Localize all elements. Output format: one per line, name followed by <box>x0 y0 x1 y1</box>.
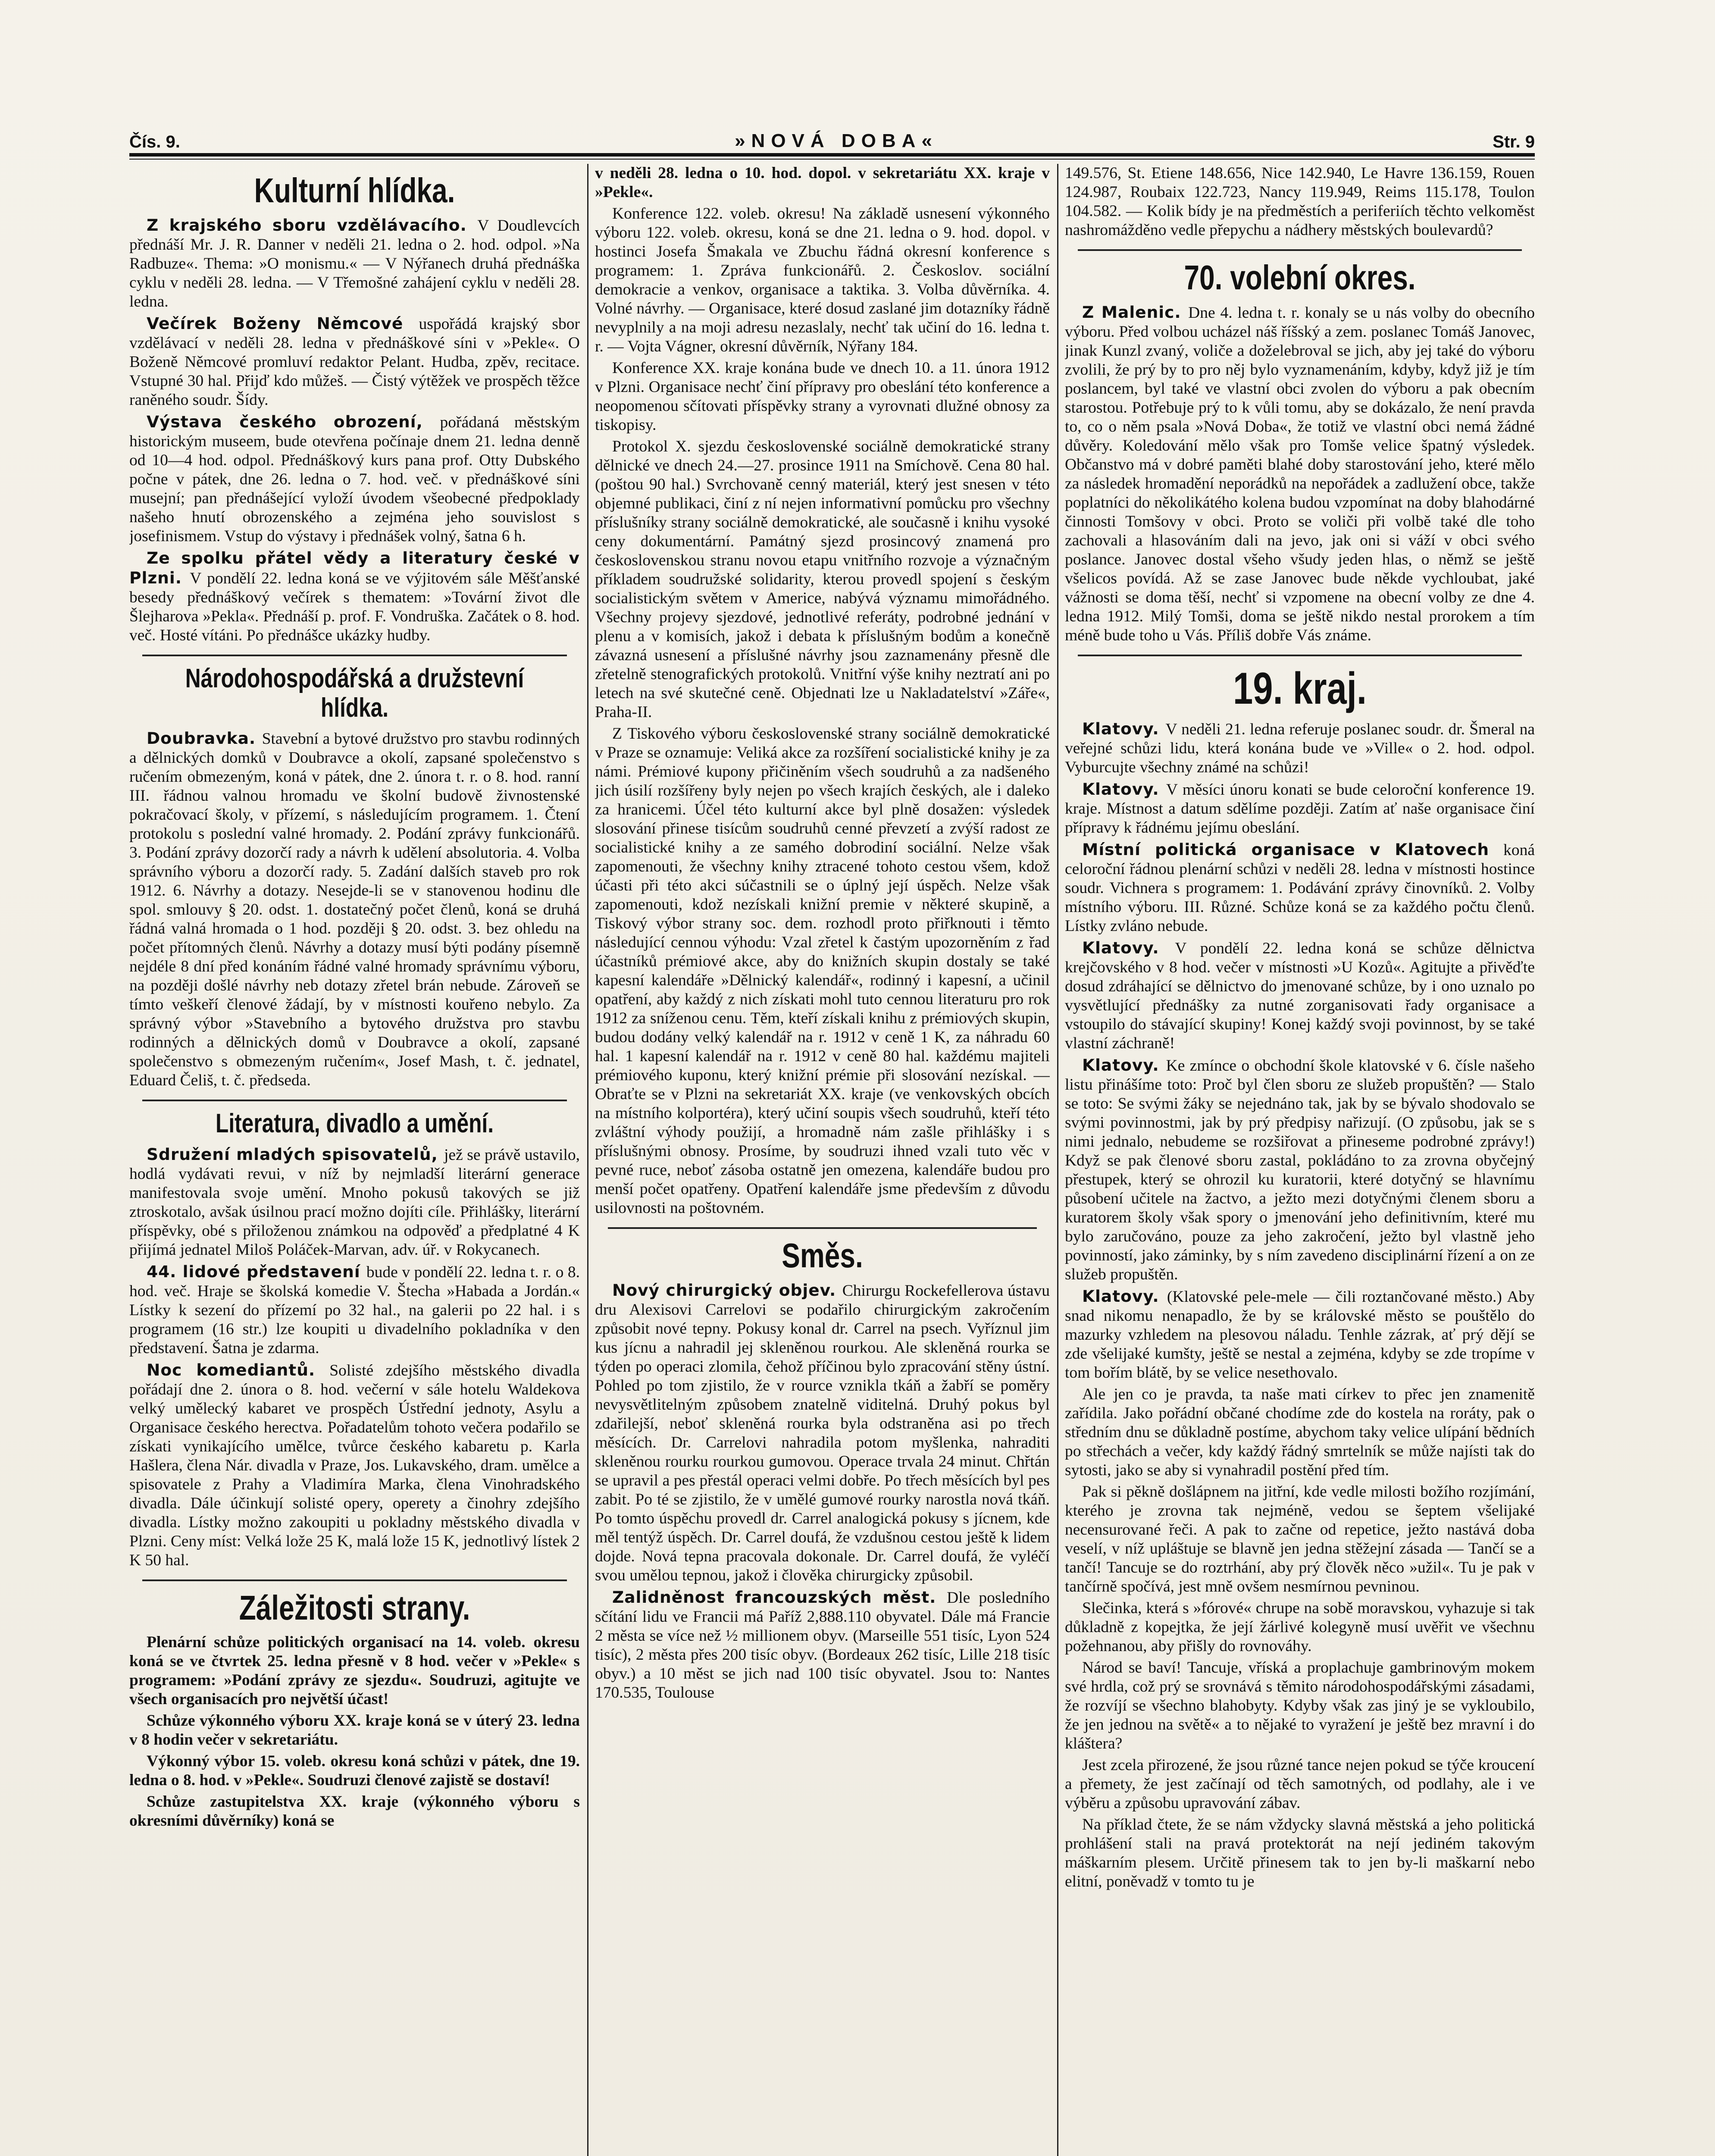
article-text: Na příklad čtete, že se nám vždycky slavná městská a jeho politická prohlášení stali na pravá protektorát na nejí jediném takovým máškarním plesem. Určitě přinesem tak to jen by-li maškarní nebo elitní, poněvadž v tomto tu je <box>1065 1816 1535 1891</box>
section-title-literatura: Literatura, divadlo a umění. <box>216 1109 494 1139</box>
article-text: Slečinka, která s »fórové« chrupe na sobě moravskou, vyhazuje si tak důkladně z kopejtka, že její žárlivé kolegyně musí uvěřit ve všechnu požehnanou, aby přišly do rovnováhy. <box>1065 1599 1535 1655</box>
notice-paragraph: Protokol X. sjezdu československé sociálně demokratické strany dělnické ve dnech 24.—27. prosince 1911 na Smíchově. Cena 80 hal. (poštou 90 hal.) Svrchovaně cenný materiál, který jest snesen v této objemné publikaci, činí z ní nejen informativní pomůcku pro všechny příslušníky strany sociálně demokratické, ale současně i knihu vysoké ceny dokumentární. Památný sjezd prosincový znamená pro československou stranu novou etapu vnitřního rozvoje a význačným příkladem soudružské solidarity, kterou provedl spojení s českým socialistickým světem v Americe, nabývá významu mimořádného. Všechny projevy sjezdové, jednotlivé referáty, podrobné jednání v plenu a v komisích, jakož i debata k příslušným bodům a konečně závazná usnesení a příslušné návrhy jsou zaznamenány přesně dle zřetelně stenografických protokolů. Vnitřní výše knihy neztratí ani po letech na své skutečné ceně. Objednati lze u Nakladatelství »Záře«, Praha-II. <box>595 438 1050 721</box>
article-text: Stavební a bytové družstvo pro stavbu rodinných a dělnických domků v Doubravce a okolí, zapsané společenstvo s ručením obmezeným, koná v pátek, dne 2. února t. r. o 8. hod. ranní III. řádnou valnou hromadu ve školní budově živnostenské pokračovací školy, v přízemí, s následujícím programem. 1. Čtení protokolu s poslední valné hromady. 2. Podání zprávy funkcionářů. 3. Podání zprávy dozorčí rady a návrh k udělení absolutoria. 4. Volba správního výboru a dozorčí rady. 5. Zadání dalších staveb pro rok 1912. 6. Návrhy a dotazy. Nesejde-li se v stanovenou hodinu dle spol. smlouvy § 20. odst. 1. dostatečný počet členů, koná se druhá řádná valná hromada o 1 hod. později § 20. odst. 3. bez ohledu na počet přítomných členů. Návrhy a dotazy musí býti podány písemně nejdéle 8 dní před konáním řádné valné hromady správnímu výboru, na později došlé návrhy neb dotazy zřetel brán nebude. Zároveň se tímto veškeří členové žádají, by v místnosti kouřeno nebylo. Za správný výbor »Stavebního a bytového družstva pro stavbu rodinných a dělnických domů v Doubravce a okolí, zapsané společenstvo s obmezeným ručením«, Josef Mash, t. č. jednatel, Eduard Čeliš, t. č. předseda. <box>129 730 580 1090</box>
masthead <box>129 126 1535 152</box>
section-title-smes: Směs. <box>782 1236 863 1275</box>
section-smes <box>595 1281 1050 1702</box>
party-notices <box>595 164 1050 1218</box>
article-heading: 44. lidové představení <box>147 1262 366 1281</box>
newspaper-title: »NOVÁ DOBA« <box>735 130 938 151</box>
section-title-narodohospodarska: Národohospodářská a družstevní hlídka. <box>185 664 524 723</box>
article-text: Ale jen co je pravda, ta naše mati církev to přec jen znamenitě zařídila. Jako pořádní občané chodíme zde do kostela na roráty, pak o středním dnu se důkladně postíme, abychom taky velice ulípání bědních po střechách a večer, kdy každý řádný smrtelník se může najísti tak do sytosti, jako se aby si vynahradil postění před tím. <box>1065 1385 1535 1479</box>
article-text: V pondělí 22. ledna koná se schůze dělnictva krejčovského v 8 hod. večer v místnosti »U Kozů«. Agitujte a přivěďte dosud zdráhající se dělnictvo do jmenované schůze, by i ono uznalo po vysvětlující přednášky za nutné zorganisovati řady organisace a vstoupilo do stávající skupiny! Konej každý svoji povinnost, by se také vlastní záchraně! <box>1065 940 1535 1053</box>
section-title-kultura: Kulturní hlídka. <box>254 171 455 210</box>
article-text: (Klatovské pele-mele — čili roztančované město.) Aby snad nikomu nenapadlo, že by se královské město se pouštělo do mazurky vzhledem na plesovou náladu. Tenhle zázrak, ať prý dějí se zde všelijaké kumšty, ještě se nestal a zejména, kdyby se zde tropíme v tom bořím blátě, by se velice nesethovalo. <box>1065 1288 1535 1382</box>
issue-number: Čís. 9. <box>129 132 180 151</box>
article-heading: Klatovy. <box>1082 780 1166 799</box>
article-paragraph <box>129 412 580 546</box>
article-paragraph <box>129 729 580 1090</box>
article-text: uspořádá krajský sbor vzdělávací v neděli 28. ledna v přednáškové síni v »Pekle«. O Boženě Němcové promluví redaktor Pelant. Hudba, zpěv, recitace. Vstupné 30 hal. Přijď kdo můžeš. — Čistý výtěžek ve prospěch těžce raněného soudr. Šídy. <box>129 315 580 409</box>
column-3 <box>1065 164 1535 2156</box>
article-heading: Zalidněnost francouzských měst. <box>612 1588 947 1607</box>
article-paragraph <box>1065 1385 1535 1480</box>
article-paragraph <box>595 1588 1050 1702</box>
article-paragraph <box>1065 1815 1535 1891</box>
article-paragraph <box>1065 303 1535 645</box>
section-narodohospodarska <box>129 729 580 1090</box>
article-paragraph <box>1065 780 1535 837</box>
article-heading: Z krajského sboru vzdělávacího. <box>147 216 478 235</box>
section-divider <box>142 1579 567 1581</box>
article-paragraph <box>129 1792 580 1830</box>
section-title-volebni-okres: 70. volební okres. <box>1184 258 1416 297</box>
article-paragraph <box>129 1711 580 1749</box>
article-paragraph <box>1065 840 1535 936</box>
article-text: Dne 4. ledna t. r. konaly se u nás volby do obecního výboru. Před volbou ucházel náš říšský a zem. poslanec Tomáš Janovec, jinak Kunzl zvaný, voliče a doželebroval se jich, aby jej také do výboru zvolili, že prý by to pro něj bylo vyznamenáním, kdyby, když již je tím poslancem, byl také ve vlastní obci zvolen do výboru a pak obecním starostou. Potřebuje prý to k vůli tomu, aby se dokázalo, že není pravda to, co o něm psala »Nová Doba«, že totiž ve vlastní obci nemá žádné důvěry. Koledování mělo však pro Tomše velice špatný výsledek. Občanstvo má v dobré paměti blahé doby starostování jeho, které mělo za následek hromadění neporádků na nepořádek a zadlužení obce, takže poplatníci do několikátého kolena budou vzpomínat na doby blahodárné činnosti Tomšovy v obci. Proto se voliči při volbě také dle toho zachovali a hlasováním dali na jevo, jak oni si váží v obci svého poslance. Janovec dostal všeho všudy jeden hlas, o němž se ještě všelicos povídá. Až se zase Janovec bude někde vychloubat, jaké vážnosti se doma těší, nechť si vzpomene na obecní volby ze dne 4. ledna 1912. Milý Tomši, doma se ještě nikdo nestal prorokem a tím méně bude toho u Vás. Příliš dobře Vás známe. <box>1065 304 1535 644</box>
section-divider <box>608 1227 1037 1229</box>
notice-paragraph: Konference 122. voleb. okresu! Na základě usnesení výkonného výboru 122. voleb. okresu, koná se dne 21. ledna o 9. hod. dopol. v hostinci Josefa Šmakala ve Zbuchu řádná okresní konference s programem: 1. Zpráva funkcionářů. 2. Českoslov. sociální demokracie a venkov, organisace a taktika. 3. Volba důvěrníka. 4. Volné návrhy. — Organisace, které dosud zaslané jim dotazníky řádně nevyplnily a na moji adresu nezaslaly, nechť tak učiní do 16. ledna t. r. — Vojta Vágner, okresní důvěrník, Nýřany 184. <box>595 205 1050 355</box>
article-paragraph <box>129 548 580 645</box>
section-divider <box>1078 655 1522 656</box>
article-text: Schůze výkonného výboru XX. kraje koná se v úterý 23. ledna v 8 hodin večer v sekretariátu. <box>129 1711 580 1749</box>
masthead-rule <box>129 153 1535 157</box>
article-text: Chirurgu Rockefellerova ústavu dru Alexisovi Carrelovi se podařilo chirurgickým zakročením způsobit nové tepny. Pokusy konal dr. Carrel na psech. Vyříznul jim kus jícnu a nahradil jej skleněnou rourkou. Ale skleněná rourka se týden po operaci zlomila, čehož příčinou bylo zpracování stěny ústní. Pohled po tom zjistilo, že v rource vznikla tkáň a žabří se poměry nevysvětlitelným způsobem znatelně viditelná. Druhý pokus byl zdařilejší, neboť skleněná rourka byla odstraněna asi po třech měsících. Dr. Carrelovi nahradila potom myšlenka, nahraditi skleněnou rourku rourkou gumovou. Operace trvala 24 minut. Chřtán se upravil a pes přestál operaci velmi dobře. Po třech měsících byl pes zabit. Po té se zjistilo, že v umělé gumové rourky narostla nová tkáň. Po tomto úspěchu provedl dr. Carrel analogická pokusy s jícnem, kde měl tentýž úspěch. Dr. Carrel doufá, že vzdušnou cestou ještě k lidem dojde. Nová tepna pracovala dokonale. Dr. Carrel doufá, že vyléčí svou umělou tepnou, jakož i člověka chirurgicky způsobil. <box>595 1282 1050 1584</box>
article-text: koná celoroční řádnou plenární schůzi v neděli 28. ledna v místnosti hostince soudr. Vichnera s programem: 1. Podávání zprávy činovníků. 2. Volby místního výboru. III. Různé. Schůze koná se za každého počtu členů. Lístky zvláno nebude. <box>1065 841 1535 935</box>
article-paragraph <box>1065 719 1535 777</box>
article-heading: Noc komediantů. <box>147 1360 330 1379</box>
article-heading: Nový chirurgický objev. <box>612 1281 842 1300</box>
article-text: bude v pondělí 22. ledna t. r. o 8. hod. več. Hraje se školská komedie V. Štecha »Habada a Jordán.« Lístky k sezení do přízemí po 32 hal., na galerii po 22 hal. i s programem (16 str.) lze koupiti u divadelního pokladníka v den představení. Šatna je zdarma. <box>129 1263 580 1357</box>
article-heading: Klatovy. <box>1082 938 1175 958</box>
column-1 <box>129 164 580 2156</box>
article-heading: Z Malenic. <box>1082 303 1189 322</box>
article-paragraph <box>129 216 580 311</box>
notice-paragraph: Konference XX. kraje konána bude ve dnech 10. a 11. února 1912 v Plzni. Organisace nechť činí přípravy pro obeslání této konference a neopomenou sčítovati příspěvky strany a vyrovnati dlužné obnosy za tiskopisy. <box>595 359 1050 434</box>
article-paragraph <box>1065 1056 1535 1284</box>
article-text: Schůze zastupitelstva XX. kraje (výkonného výboru s okresními důvěrníky) koná se <box>129 1792 580 1830</box>
article-text: V měsíci únoru konati se bude celoroční konference 19. kraje. Místnost a datum sdělíme později. Zatím ať naše organisace činí přípravy k řádnému jejímu obeslání. <box>1065 781 1535 837</box>
section-literatura <box>129 1145 580 1570</box>
section-divider <box>142 1100 567 1101</box>
article-paragraph <box>1065 1658 1535 1753</box>
article-heading: Výstava českého obrození, <box>147 412 440 431</box>
article-paragraph <box>1065 1756 1535 1813</box>
section-kultura <box>129 216 580 645</box>
article-paragraph <box>1065 1287 1535 1382</box>
article-heading: Místní politická organisace v Klatovech <box>1082 840 1504 859</box>
section-title-zalezitosti: Záležitosti strany. <box>239 1588 470 1627</box>
section-divider <box>1078 249 1522 251</box>
article-text: pořádaná městským historickým museem, bude otevřena počínaje dnem 21. ledna denně od 10—4 hod. odpol. Přednáškový kurs pana prof. Otty Dubského počne v pátek, dne 26. ledna o 7. hod. več. v přednáškové síni musejní; pan přednášející vyloží úvodem všeobecné předpoklady našeho hnutí obrozenského a zejména jeho souvislost s josefinismem. Vstup do výstavy i přednášek volný, šatna 6 h. <box>129 414 580 545</box>
article-text: V Doudlevcích přednáší Mr. J. R. Danner v neděli 21. ledna o 2. hod. odpol. »Na Radbuze«. Thema: »O monismu.« — V Nýřanech druhá přednáška cyklu v neděli 28. ledna. — V Třemošné zahájení cyklu v neděli 28. ledna. <box>129 217 580 310</box>
section-zalezitosti <box>129 1633 580 1830</box>
article-heading: Večírek Boženy Němcové <box>147 314 419 333</box>
article-text: Dle posledního sčítání lidu ve Francii má Paříž 2,888.110 obyvatel. Dále má Francie 2 města se více než ½ millionem obyv. (Marseille 551 tisíc, Lyon 524 tisíc), 2 města přes 200 tisíc obyv. (Bordeaux 262 tisíc, Lille 218 tisíc obyv.) a 10 měst se jich nad 100 tisíc obyvatel. Jsou to: Nantes 170.535, Toulouse <box>595 1589 1050 1702</box>
page-number: Str. 9 <box>1493 132 1535 151</box>
article-paragraph <box>1065 1482 1535 1596</box>
article-heading: Doubravka. <box>147 729 262 748</box>
article-continuation: 149.576, St. Etiene 148.656, Nice 142.940, Le Havre 136.159, Rouen 124.987, Roubaix 122.723, Nancy 119.949, Reims 115.178, Toulon 104.582. — Kolik bídy je na předměstích a periferiích těchto velkoměst nashromážděno vedle přepychu a nádhery městských boulevardů? <box>1065 164 1535 239</box>
article-text: V neděli 21. ledna referuje poslanec soudr. dr. Šmeral na veřejné schůzi lidu, která konána bude ve »Ville« o 2. hod. odpol. Vyburcujte všechny známé na schůzi! <box>1065 721 1535 777</box>
article-heading: Klatovy. <box>1082 1056 1166 1075</box>
article-paragraph <box>129 1752 580 1790</box>
section-title-kraj: 19. kraj. <box>1233 664 1367 714</box>
article-paragraph <box>129 314 580 410</box>
article-paragraph <box>1065 1599 1535 1656</box>
article-paragraph <box>129 1633 580 1709</box>
article-paragraph <box>129 1360 580 1570</box>
masthead-rule-thin <box>129 159 1535 160</box>
section-volebni-okres <box>1065 303 1535 645</box>
article-paragraph <box>129 1145 580 1260</box>
article-text: Národ se baví! Tancuje, vříská a proplachuje gambrinovým mokem své hrdla, což prý se srovnává s těmito národohospodářskými zásadami, že rozvíjí se všechno blahobyty. Kdyby však zas jiný je se vykloubilo, že jen jednou na světě« a to nějaké to vyražení je ještě bez mravní i do kláštera? <box>1065 1659 1535 1753</box>
article-text: Ke zmínce o obchodní škole klatovské v 6. čísle našeho listu přinášíme toto: Proč byl člen sboru ze služeb propuštěn? — Stalo se toto: Se svými žáky se nejednáno tak, jak by se bývalo shodovalo se svými povinnostmi, jak by prý předpisy nařizují. (O způsobu, jak se s nimi jednalo, nebudeme se rozšiřovat a přineseme podrobné zprávy!) Když se pak členové sboru zastal, pokládáno to za zrovna obyčejný přestupek, který se ohrozil ku kuratorii, které dotyčný se hlavnímu působení učitele na žactvo, a ježto mezi dotyčnými členem sboru a kuratorem školy však spory o jmenování jeho definitivním, které mu bylo zaručováno, pouze za jeho zakročení, ježto byl vlastně jeho povinností, jako záminky, by s ním zavedeno disciplinární řízení a on ze služeb propuštěn. <box>1065 1057 1535 1284</box>
article-text: Solisté zdejšího městského divadla pořádají dne 2. února o 8. hod. večerní v sále hotelu Waldekova velký umělecký kabaret ve prospěch Ústřední jednoty, Asylu a Organisace českého herectva. Pořadatelům tohoto večera podařilo se získati vynikajícího umělce, tvůrce českého kabaretu p. Karla Hašlera, člena Nár. divadla v Praze, Jos. Lukavského, dram. umělce a spisovatele z Prahy a Vladimíra Marka, člena Vinohradského divadla. Dále účinkují solisté opery, operety a činohry zdejšího divadla. Lístky možno zakoupiti u pokladny městského divadla v Plzni. Ceny míst: Velká lože 25 K, malá lože 15 K, jednotlivý lístek 2 K 50 hal. <box>129 1361 580 1569</box>
article-paragraph <box>595 1281 1050 1585</box>
column-rule-2 <box>1057 164 1058 2156</box>
article-heading: Sdružení mladých spisovatelů, <box>147 1144 444 1164</box>
article-paragraph <box>129 1262 580 1358</box>
article-text: Pak si pěkně došlápnem na jitřní, kde vedle milosti božího rozjímání, kterého je zrovna tak nejméně, vedou se šeptem všelijaké necensurované řeči. A pak to začne od repetice, ježto nastává doba veselí, v níž upláštuje se blavně jen jedna stěžejní zásada — Tančí se a tančí! Tancuje se do roztrhání, aby prý člověk něco »užil«. Tu je pak v tančírně spočívá, jest mně ovšem nesmírnou pevninou. <box>1065 1483 1535 1596</box>
notice-paragraph: Z Tiskového výboru československé strany sociálně demokratické v Praze se oznamuje: Veliká akce za rozšíření socialistické knihy je za námi. Prémiové kupony přičiněním všech soudruhů a za nadšeného jich úsilí rozšířeny byly nejen po všech krajích českých, ale i daleko za hranicemi. Účel této kulturní akce byl plně dosažen: výsledek slosování přinese tisícům soudruhů cenné převzetí a zvýší radost ze socialistické knihy a ze samého dobrodiní sociální. Nelze však zapomenouti, že všechny knihy ztracené tohoto cestou všem, kdož účasti při této akci súčastnili se o úplný její úspěch. Nelze však zapomenouti, kdož nezískali knižní premie v některé skupině, a Tiskový výbor strany soc. dem. rozhodl proto přiřknouti i těmto následující cennou výhodu: Vzal zřetel k častým upozorněním z řad účastníků prémiové akce, aby do knižních skupin dostaly se také kapesní kalendáře »Dělnický kalendář«, rodinný i kapesní, a učinil opatření, aby každý z nich získati mohl tuto cennou literaturu pro rok 1912 za sníženou cenu. Těm, kteří získali knihu z prémiových skupin, budou dodány velký kalendář na r. 1912 v ceně 1 K, za náhradu 60 hal. 1 kapesní kalendář na r. 1912 v ceně 80 hal. každému majiteli prémiového kuponu, který knižní prémie při slosování nezískal. — Obraťte se v Plzni na sekretariát XX. kraje (ve venkovských obcích na místního kolportéra), který učiní soupis všech soudruhů, kteří této zvláštní výhody použijí, a hromadně nám zašle přihlášky i s příslušnými obnosy. Prosíme, by soudruzi ihned vzali tuto věc v pevné ruce, neboť zásoba ostatně jen omezena, kalendáře budou pro menší počet opatřeny. Opatření kalendáře jsme především z důvodu usilovnosti na poštovném. <box>595 725 1050 1217</box>
article-text: Plenární schůze politických organisací na 14. voleb. okresu koná se ve čtvrtek 25. ledna přesně v 8 hod. večer v »Pekle« s programem: »Podání zprávy ze sjezdu«. Soudruzi, agitujte ve všech organisacích pro největší účast! <box>129 1633 580 1708</box>
article-text: V pondělí 22. ledna koná se ve výjitovém sále Měšťanské besedy přednáškový večírek s thematem: »Tovární život dle Šlejharova »Pekla«. Přednáší p. prof. F. Vondruška. Začátek o 8. hod. več. Hosté vítáni. Po přednášce ukázky hudby. <box>129 570 580 644</box>
section-divider <box>142 655 567 656</box>
section-kraj <box>1065 719 1535 1891</box>
article-heading: Klatovy. <box>1082 1287 1167 1306</box>
column-2 <box>595 164 1050 2156</box>
article-text: Výkonný výbor 15. voleb. okresu koná schůzi v pátek, dne 19. ledna o 8. hod. v »Pekle«. Soudruzi členové zajistě se dostaví! <box>129 1752 580 1789</box>
article-heading: Klatovy. <box>1082 719 1166 739</box>
article-paragraph <box>1065 938 1535 1053</box>
article-text: Jest zcela přirozené, že jsou různé tance nejen pokud se týče kroucení a přemety, že jest začínají od těch samotných, od podlahy, ale i ve výběru a způsobu upravování zábav. <box>1065 1756 1535 1812</box>
column-rule-1 <box>587 164 588 2156</box>
notice-paragraph: v neděli 28. ledna o 10. hod. dopol. v sekretariátu XX. kraje v »Pekle«. <box>595 164 1050 201</box>
article-text: jež se právě ustavilo, hodlá vydávati revui, v níž by nejmladší literární generace manifestovala svoje umění. Mnoho pokusů takových se již ztroskotalo, avšak úsilnou prací možno dojíti cíle. Přihlášky, literární příspěvky, obé s přiloženou známkou na odpověď a předplatné 4 K přijímá jednatel Miloš Poláček-Marvan, adv. úř. v Rokycanech. <box>129 1146 580 1259</box>
article-heading: Ze spolku přátel vědy a literatury české v Plzni. <box>129 548 580 587</box>
